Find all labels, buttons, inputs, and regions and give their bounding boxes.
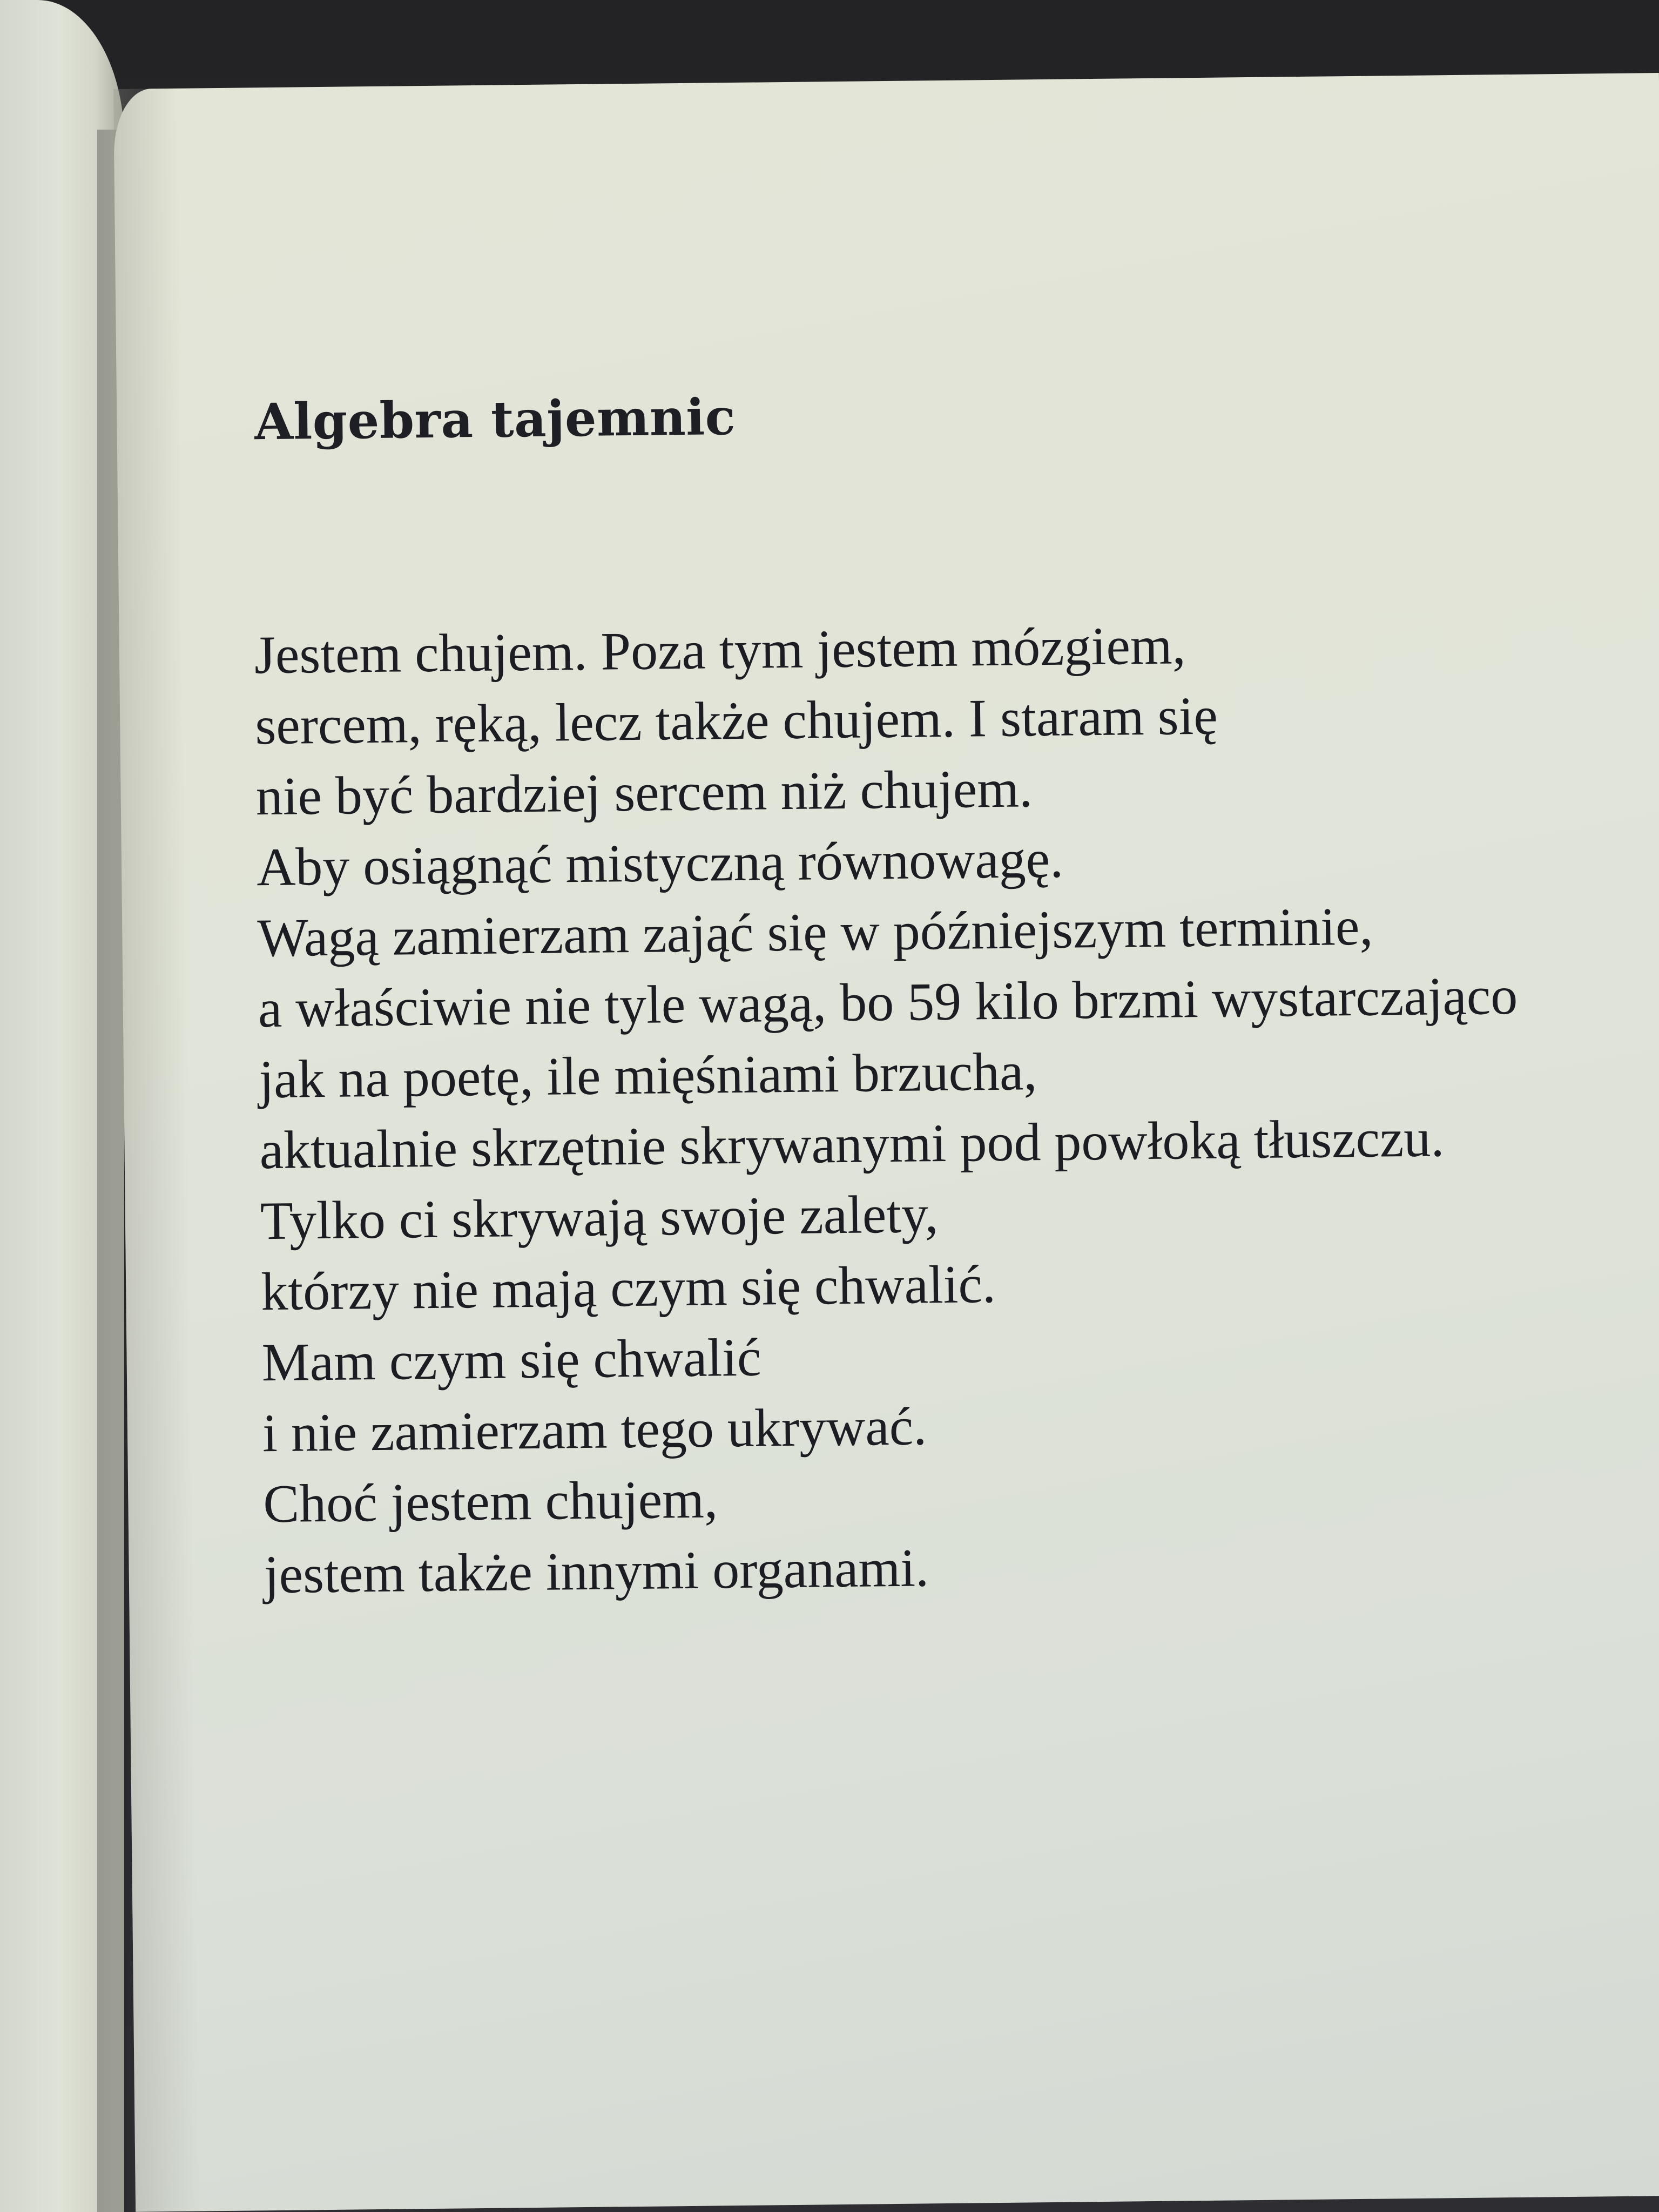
poem-line: jak na poetę, ile mięśniami brzucha, <box>258 1041 1037 1110</box>
poem-line: Jestem chujem. Poza tym jestem mózgiem, <box>254 615 1186 685</box>
poem-line: Aby osiągnąć mistyczną równowagę. <box>256 828 1064 898</box>
poem-line: Wagą zamierzam zająć się w późniejszym terminie, <box>257 896 1373 968</box>
poem-body <box>254 605 1614 1610</box>
poem-line: aktualnie skrzętnie skrywanymi pod powłoką tłuszczu. <box>259 1108 1445 1181</box>
poem-line: Mam czym się chwalić <box>261 1327 761 1393</box>
poem-line: sercem, ręką, lecz także chujem. I staram się <box>254 685 1218 756</box>
book-page <box>113 73 1659 2212</box>
poem-title: Algebra tajemnic <box>254 387 736 451</box>
poem-line: którzy nie mają czym się chwalić. <box>260 1254 996 1322</box>
poem-line: a właściwie nie tyle wagą, bo 59 kilo brzmi wystarczająco <box>258 965 1518 1039</box>
poem-line: i nie zamierzam tego ukrywać. <box>262 1396 927 1464</box>
poem-line: jestem także innymi organami. <box>264 1537 929 1605</box>
poem-line: nie być bardziej sercem niż chujem. <box>255 758 1033 827</box>
poem-line: Choć jestem chujem, <box>262 1469 718 1534</box>
poem-line: Tylko ci skrywają swoje zalety, <box>260 1184 939 1251</box>
